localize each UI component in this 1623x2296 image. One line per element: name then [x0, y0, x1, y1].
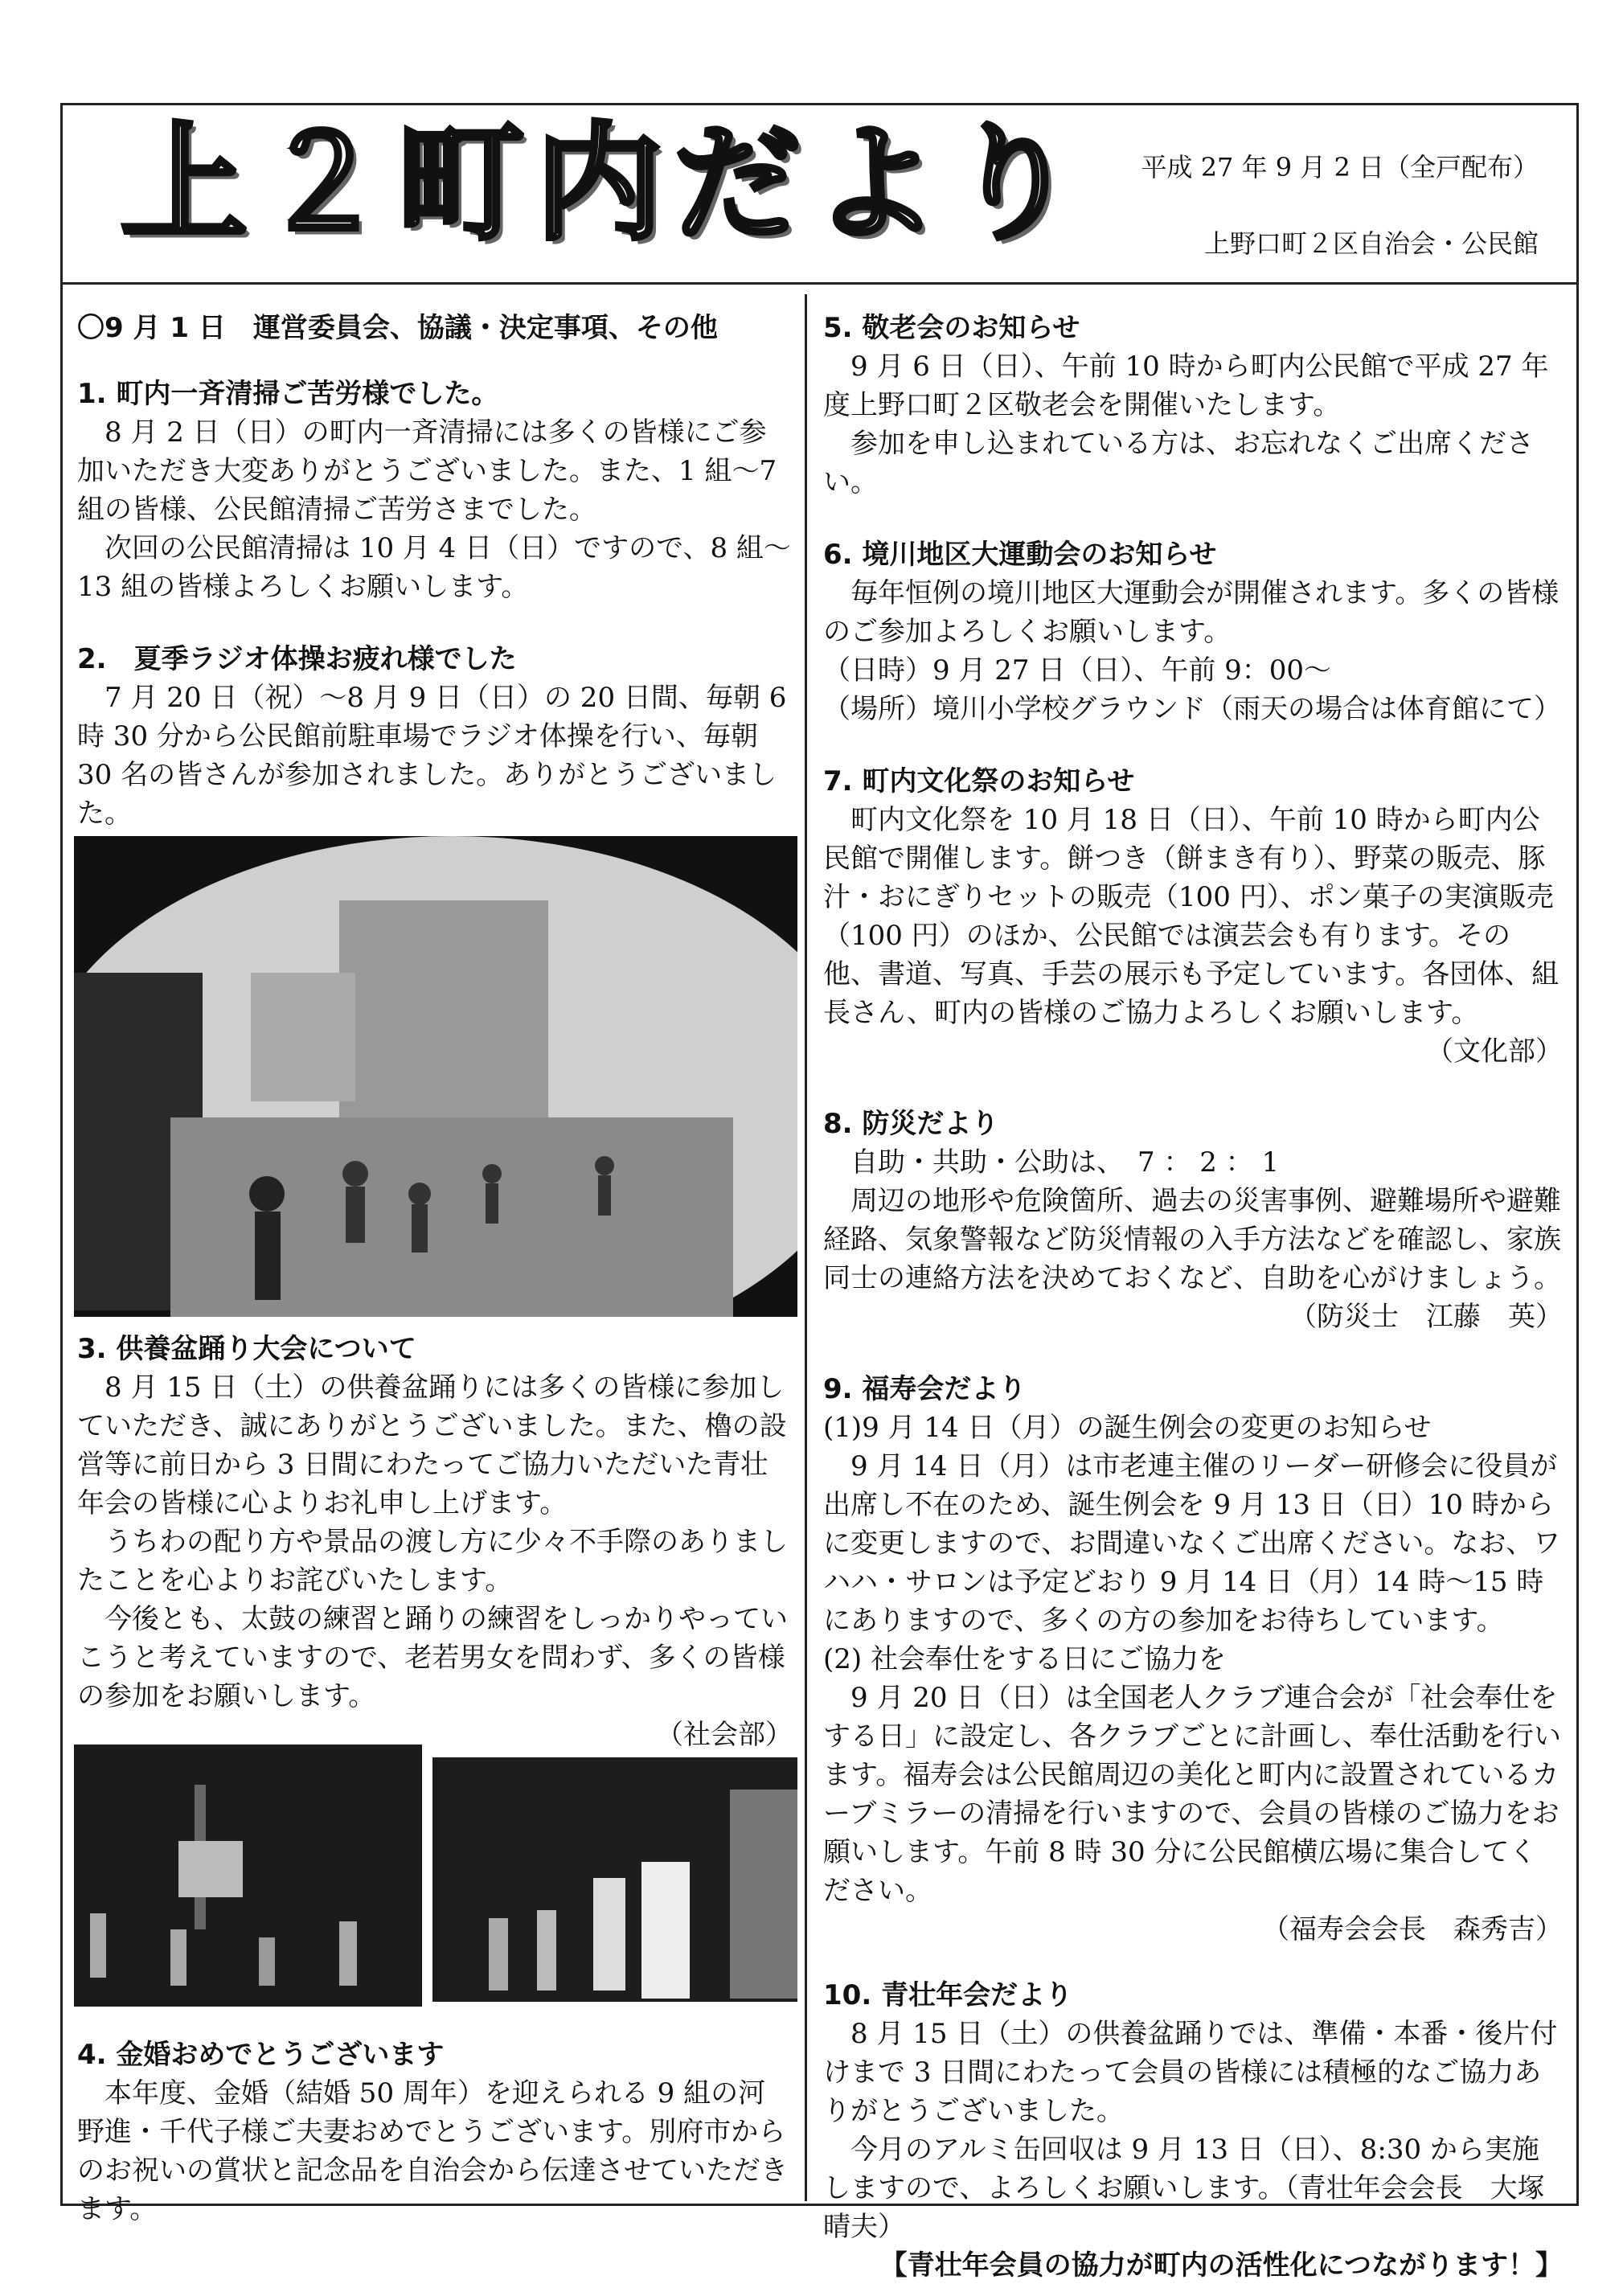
section-10-text: 8 月 15 日（土）の供養盆踊りでは、準備・本番・後片付けまで 3 日間にわたって会員の皆様には積極的なご協力ありがとうございました。 [823, 2018, 1558, 2127]
section-9-text-2: 9 月 20 日（日）は全国老人クラブ連合会が「社会奉仕をする日」に設定し、各クラブごとに計画し、奉仕活動を行います。福寿会は公民館周辺の美化と町内に設置されているカーブミラーの清掃を行いますので、会員の皆様のご協力をお願いします。午前 8 時 30 分に公民館横広場に集合してください。 [823, 1682, 1561, 1907]
section-6-where: （場所）境川小学校グラウンド（雨天の場合は体育館にて） [823, 693, 1561, 725]
section-9-signature: （福寿会会長 森秀吉） [1262, 1913, 1563, 1945]
section-7-title: 7. 町内文化祭のお知らせ [823, 765, 1135, 797]
section-8-signature: （防災士 江藤 英） [1289, 1301, 1563, 1333]
section-9-subtitle-2: (2) 社会奉仕をする日にご協力を [823, 1643, 1226, 1675]
section-3-title: 3. 供養盆踊り大会について [77, 1333, 416, 1365]
section-9-subtitle-1: (1)9 月 14 日（月）の誕生例会の変更のお知らせ [823, 1412, 1432, 1444]
section-7-signature: （文化部） [1426, 1035, 1563, 1068]
section-1-title: 1. 町内一斉清掃ご苦労様でした。 [77, 378, 499, 410]
section-3-text-3: 今後とも、太鼓の練習と踊りの練習をしっかりやっていこうと考えていますので、老若男女を問わず、多くの皆様の参加をお願いします。 [77, 1603, 788, 1712]
section-4-title: 4. 金婚おめでとうございます [77, 2039, 445, 2071]
section-3-signature: （社会部） [656, 1719, 793, 1751]
section-1-text: 8 月 2 日（日）の町内一斉清掃には多くの皆様にご参加いただき大変ありがとうございました。また、1 組～7 組の皆様、公民館清掃ご苦労さまでした。 [77, 416, 777, 526]
section-8-title: 8. 防災だより [823, 1108, 999, 1140]
section-8-ratio: 自助・共助・公助は、 7 ： 2 ： 1 [850, 1146, 1280, 1179]
section-6-title: 6. 境川地区大運動会のお知らせ [823, 539, 1217, 571]
bon-odori-photo-1 [74, 1745, 422, 2007]
newsletter-title: 上２町内だより [121, 109, 1088, 258]
right-column [823, 309, 1563, 2285]
section-9-text-1: 9 月 14 日（月）は市老連主催のリーダー研修会に役員が出席し不在のため、誕生例会を 9 月 13 日（日）10 時からに変更しますので、お間違いなくご出席ください。なお、ワハハ・サロンは予定どおり 9 月 14 日（月）14 時～15 時にありますので、多くの方の参加をお待ちしています。 [823, 1450, 1561, 1637]
left-column-bottom [77, 2036, 793, 2228]
section-2-text: 7 月 20 日（祝）～8 月 9 日（日）の 20 日間、毎朝 6 時 30 分から公民館前駐車場でラジオ体操を行い、毎朝 30 名の皆さんが参加されました。ありがとうございました。 [77, 682, 787, 830]
section-6-text: 毎年恒例の境川地区大運動会が開催されます。多くの皆様のご参加よろしくお願いします。 [823, 577, 1559, 648]
section-5-text: 9 月 6 日（日）、午前 10 時から町内公民館で平成 27 年度上野口町２区敬老会を開催いたします。 [823, 351, 1549, 421]
section-4-text: 本年度、金婚（結婚 50 周年）を迎えられる 9 組の河野進・千代子様ご夫妻おめでとうございます。別府市からのお祝いの賞状と記念品を自治会から伝達させていただきます。 [77, 2077, 788, 2225]
section-9-title: 9. 福寿会だより [823, 1373, 1027, 1405]
column-divider [805, 294, 807, 2201]
section-6-when: （日時）9 月 27 日（日）、午前 9：00～ [823, 654, 1332, 687]
section-10-title: 10. 青壮年会だより [823, 1979, 1073, 2011]
section-3-text: 8 月 15 日（土）の供養盆踊りには多くの皆様に参加していただき、誠にありがとうございました。また、櫓の設営等に前日から 3 日間にわたってご協力いただいた青壮年会の皆様に心よりお礼申し上げます。 [77, 1371, 787, 1519]
section-8-text: 周辺の地形や危険箇所、過去の災害事例、避難場所や避難経路、気象警報など防災情報の入手方法などを確認し、家族同士の連絡方法を決めておくなど、自助を心がけましょう。 [823, 1185, 1561, 1294]
meeting-headline: 〇9 月 1 日 運営委員会、協議・決定事項、その他 [77, 312, 718, 344]
left-column-middle [77, 1330, 793, 1754]
section-2-title: 2. 夏季ラジオ体操お疲れ様でした [77, 643, 517, 675]
left-column-top [77, 309, 793, 833]
closing-banner: 【青壮年会員の協力が町内の活性化につながります！】 [879, 2249, 1563, 2282]
publisher: 上野口町２区自治会・公民館 [1203, 228, 1539, 259]
section-5-text-2: 参加を申し込まれている方は、お忘れなくご出席ください。 [823, 428, 1534, 498]
radio-exercise-photo [74, 836, 797, 1317]
section-1-text-2: 次回の公民館清掃は 10 月 4 日（日）ですので、8 組～13 組の皆様よろしくお願いします。 [77, 532, 791, 603]
bon-odori-photo-2 [432, 1757, 797, 2002]
section-7-text: 町内文化祭を 10 月 18 日（日）、午前 10 時から町内公民館で開催します。餅つき（餅まき有り）、野菜の販売、豚汁・おにぎりセットの販売（100 円）、ポン菓子の実演販売（100 円）のほか、公民館では演芸会も有ります。その他、書道、写真、手芸の展示も予定しています。各団体、組長さん、町内の皆様のご協力よろしくお願いします。 [823, 804, 1559, 1029]
section-10-text-2: 今月のアルミ缶回収は 9 月 13 日（日）、8:30 から実施しますので、よろしくお願いします。（青壮年会会長 大塚晴夫） [823, 2134, 1545, 2243]
section-3-text-2: うちわの配り方や景品の渡し方に少々不手際のありましたことを心よりお詫びいたします。 [77, 1526, 788, 1597]
section-5-title: 5. 敬老会のお知らせ [823, 312, 1080, 344]
issue-date: 平成 27 年 9 月 2 日（全戸配布） [1141, 152, 1539, 182]
